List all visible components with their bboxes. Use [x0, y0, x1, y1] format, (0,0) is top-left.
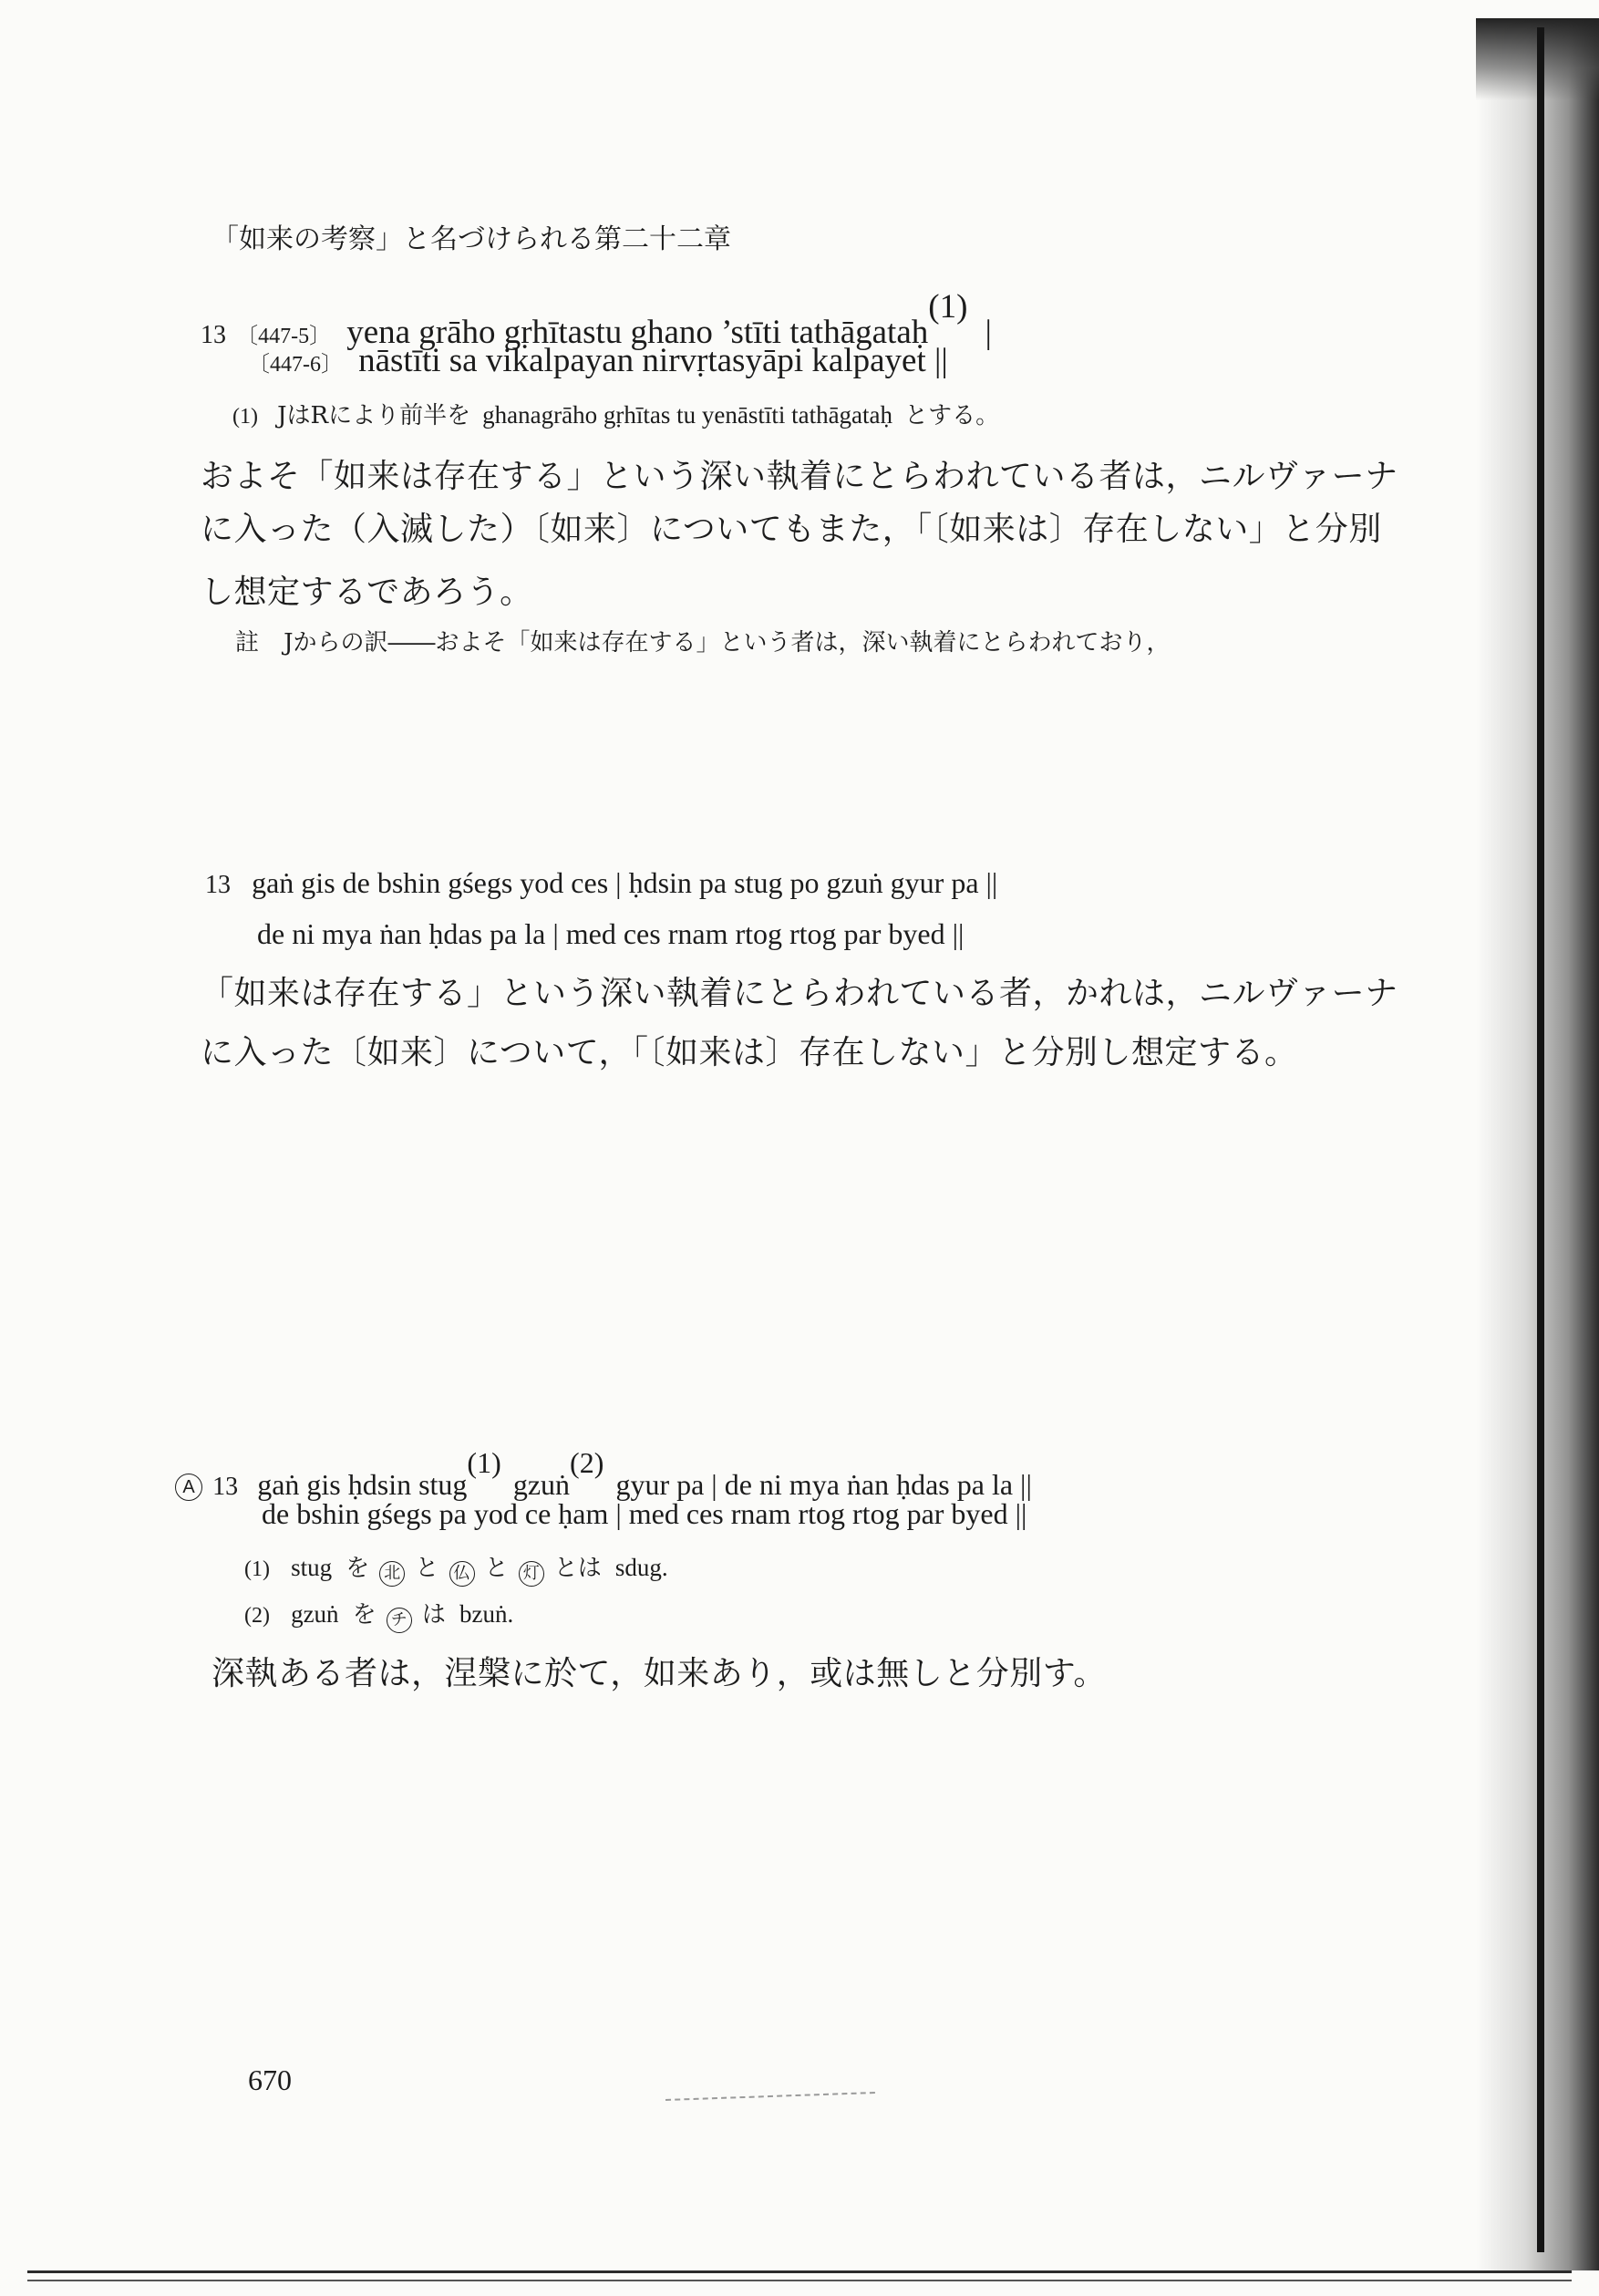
verse-number: 13	[205, 871, 231, 899]
classical-translation: 深執ある者は，涅槃に於て，如来あり，或は無しと分別す。	[211, 1655, 1107, 1692]
footnote-particle: を	[346, 1555, 370, 1582]
tibetan-verse-line-2: de ni mya ṅan ḥdas pa la | med ces rnam rtog rtog par byed ||	[257, 917, 965, 950]
footnote-marker: (1)	[467, 1446, 501, 1479]
chapter-heading: 「如来の考察」と名づけられる第二十二章	[211, 223, 731, 255]
variant-footnote-1	[244, 1556, 668, 1587]
variant-footnote-2	[244, 1602, 513, 1633]
sanskrit-footnote	[232, 403, 999, 428]
footnote-marker: (2)	[570, 1446, 604, 1479]
footnote-romanized: sdug.	[614, 1554, 668, 1581]
sanskrit-verse-line-1	[201, 290, 992, 349]
footnote-number: (1)	[232, 405, 258, 429]
circled-edition-icon: 灯	[519, 1561, 544, 1587]
footnote-romanized: ghanagrāho gṛhītas tu yenāstīti tathāgataḥ	[482, 401, 893, 429]
tibetan-text: gyur pa | de ni mya ṅan ḥdas pa la ||	[615, 1468, 1032, 1501]
footnote-particle: を	[352, 1601, 377, 1629]
tibetan-verse-line-1	[205, 868, 997, 898]
footnote-text: JはRにより前半を	[277, 402, 471, 429]
verse-reference: 〔447-6〕	[248, 353, 343, 377]
sanskrit-text: yena grāho gṛhītastu ghano ’stīti tathāgataḥ	[346, 313, 929, 351]
footnote-romanized: gzuṅ	[291, 1600, 339, 1628]
page-number: 670	[248, 2063, 292, 2096]
scan-edge-line	[1537, 27, 1544, 2252]
bottom-rule-secondary	[27, 2280, 1572, 2281]
footnote-text: とする。	[904, 402, 1000, 429]
circled-edition-icon: 北	[379, 1561, 405, 1587]
footnote-marker: (1)	[928, 288, 968, 326]
translation-line: 「如来は存在する」という深い執着にとらわれている者，かれは，ニルヴァーナ	[201, 975, 1398, 1012]
variant-verse-line-2: de bshin gśegs pa yod ce ḥam | med ces rnam rtog rtog par byed ||	[262, 1497, 1027, 1530]
scan-artifact-line	[665, 2092, 875, 2103]
translation-line: に入った〔如来〕について，「〔如来は〕存在しない」と分別し想定する。	[201, 1034, 1298, 1071]
circled-a-icon: A	[175, 1474, 202, 1501]
verse-number: 13	[201, 320, 226, 349]
footnote-number: (2)	[244, 1604, 270, 1628]
sanskrit-text: nāstīti sa vikalpayan nirvṛtasyāpi kalpayet ||	[358, 342, 948, 379]
footnote-particle: とは	[553, 1555, 602, 1582]
circled-edition-icon: チ	[387, 1608, 412, 1633]
note-label: 註	[235, 629, 260, 657]
verse-divider: |	[985, 313, 992, 351]
tibetan-text: gzuṅ	[512, 1468, 571, 1501]
translation-line: に入った（入滅した）〔如来〕についてもまた，「〔如来は〕存在しない」と分別	[201, 511, 1382, 548]
verse-number: 13	[212, 1473, 239, 1501]
tibetan-text: gaṅ gis de bshin gśegs yod ces | ḥdsin pa stug po gzuṅ gyur pa ||	[252, 866, 998, 899]
footnote-number: (1)	[244, 1557, 270, 1581]
footnote-particle: と	[415, 1555, 439, 1582]
translation-line: およそ「如来は存在する」という深い執着にとらわれている者は，ニルヴァーナ	[201, 458, 1398, 495]
translation-line: し想定するであろう。	[201, 574, 533, 611]
sanskrit-verse-line-2	[248, 344, 948, 377]
variant-verse-line-1	[175, 1448, 1032, 1501]
footnote-romanized: bzuṅ.	[459, 1600, 514, 1628]
bottom-rule	[27, 2270, 1572, 2273]
verse-reference: 〔447-5〕	[236, 324, 332, 348]
footnote-romanized: stug	[291, 1554, 333, 1581]
translation-note	[235, 631, 1171, 655]
note-text: Jからの訳――およそ「如来は存在する」という者は，深い執着にとらわれており，	[284, 629, 1171, 657]
tibetan-text: gaṅ gis ḥdsin stug	[257, 1468, 468, 1501]
footnote-particle: は	[421, 1601, 446, 1629]
footnote-particle: と	[484, 1555, 509, 1582]
circled-edition-icon: 仏	[449, 1561, 475, 1587]
